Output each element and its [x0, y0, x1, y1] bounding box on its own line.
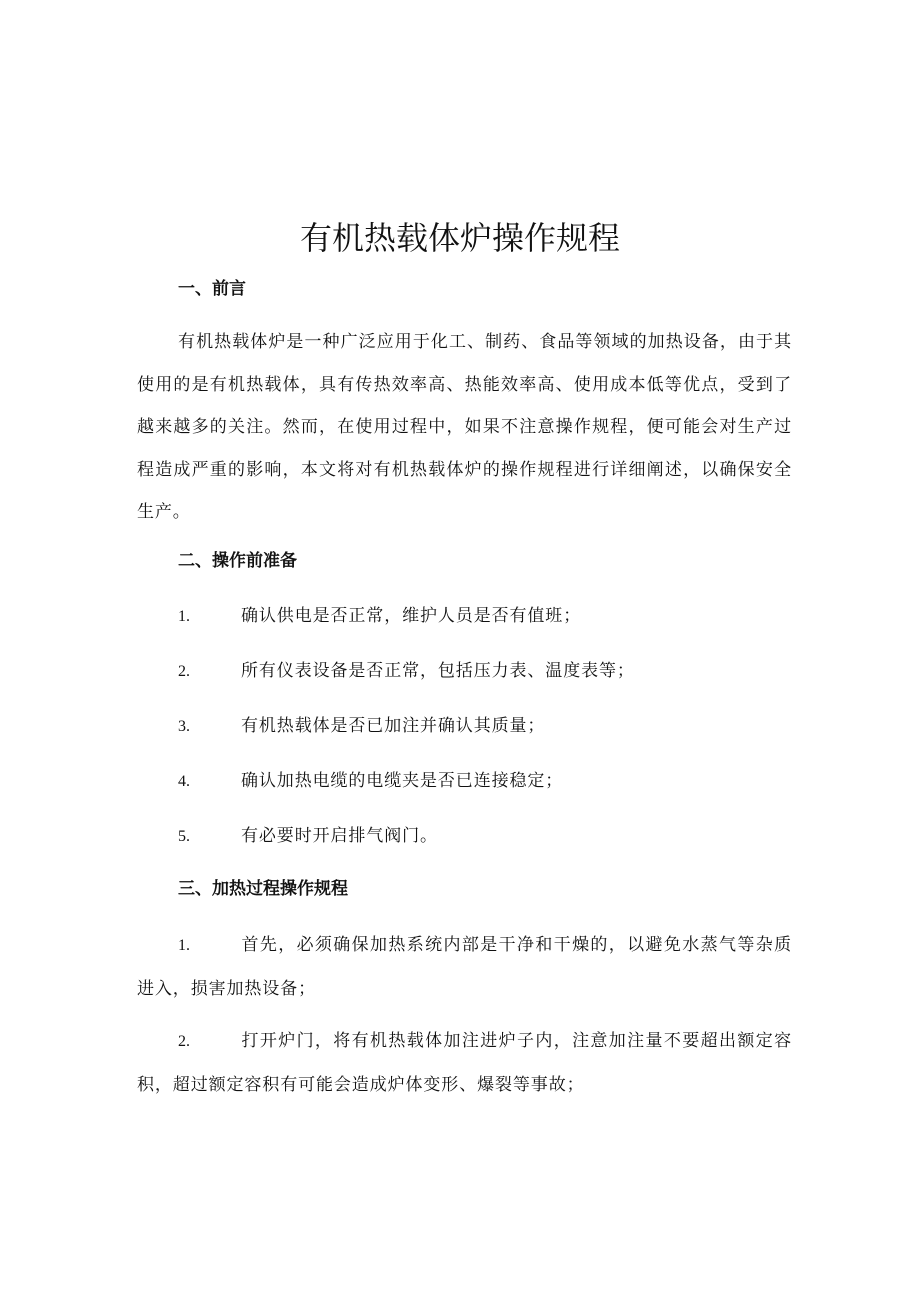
- list-item-number: 2.: [178, 663, 190, 680]
- list-item-text: 有必要时开启排气阀门。: [241, 826, 438, 846]
- list-item-text: 确认供电是否正常，维护人员是否有值班；: [241, 606, 582, 626]
- list-item: [178, 714, 545, 739]
- list-item-number: 1.: [178, 608, 190, 625]
- section-heading-heating: 三、加热过程操作规程: [178, 879, 348, 899]
- list-item: [178, 769, 563, 794]
- preface-paragraph: 有机热载体炉是一种广泛应用于化工、制药、食品等领域的加热设备，由于其使用的是有机热载体，具有传热效率高、热能效率高、使用成本低等优点，受到了越来越多的关注。然而，在使用过程中，如果不注意操作规程，便可能会对生产过程造成严重的影响，本文将对有机热载体炉的操作规程进行详细阐述，以确保安全生产。: [137, 332, 792, 522]
- list-item-number: 5.: [178, 828, 190, 845]
- list-item-text: 打开炉门，将有机热载体加注进炉子内，注意加注量不要超出额定容积，超过额定容积有可能会造成炉体变形、爆裂等事故；: [137, 1031, 792, 1095]
- section-heading-preparation: 二、操作前准备: [178, 551, 297, 571]
- list-item-text: 首先，必须确保加热系统内部是干净和干燥的，以避免水蒸气等杂质进入，损害加热设备；: [137, 935, 792, 999]
- list-item-number: 2.: [178, 1033, 190, 1050]
- list-item-text: 所有仪表设备是否正常，包括压力表、温度表等；: [241, 661, 635, 681]
- list-item-number: 3.: [178, 718, 190, 735]
- list-item: [137, 924, 792, 1010]
- section-heading-preface: 一、前言: [178, 279, 246, 299]
- list-item-number: 4.: [178, 773, 190, 790]
- list-item-text: 确认加热电缆的电缆夹是否已连接稳定；: [241, 771, 564, 791]
- list-item-number: 1.: [178, 937, 190, 954]
- list-item: [178, 824, 438, 849]
- list-item: [178, 604, 581, 629]
- list-item: [178, 659, 635, 684]
- document-title: 有机热载体炉操作规程: [299, 219, 620, 257]
- list-item-text: 有机热载体是否已加注并确认其质量；: [241, 716, 546, 736]
- list-item: [137, 1020, 792, 1106]
